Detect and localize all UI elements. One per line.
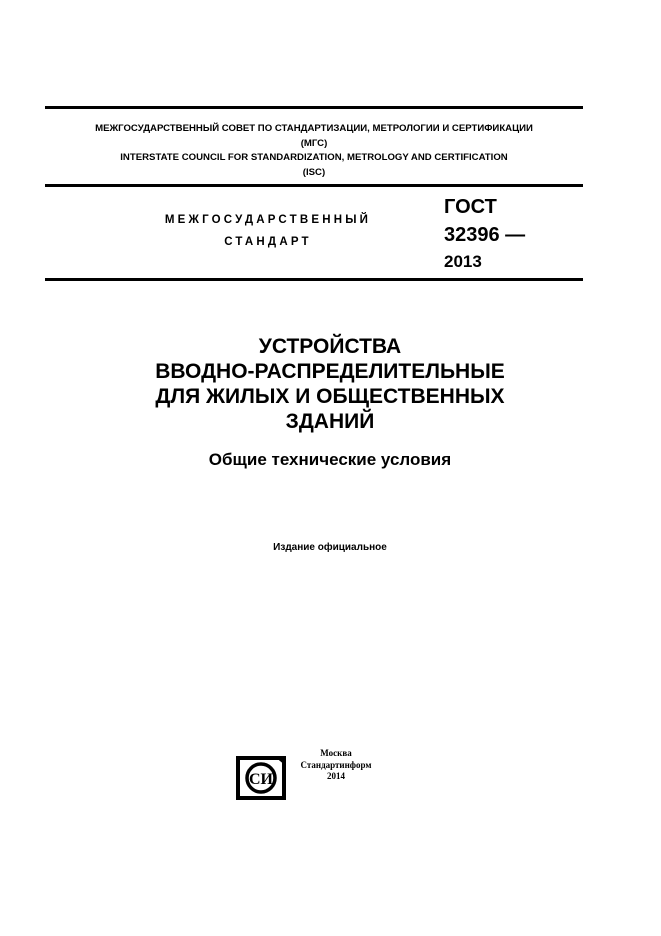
standartinform-logo-icon [234,752,288,802]
document-subtitle: Общие технические условия [208,450,452,469]
title-line: ЗДАНИЙ [285,410,375,433]
publisher-imprint [296,748,376,783]
logo-lettering: СИ [249,771,273,788]
standard-type [148,209,388,253]
bottom-divider [45,278,583,281]
standard-designation [444,193,525,275]
top-divider [45,106,583,109]
publisher-name: Стандартинформ [300,759,372,770]
standard-number: 32396 — [444,224,526,246]
title-line: ВВОДНО-РАСПРЕДЕЛИТЕЛЬНЫЕ [155,360,505,383]
standard-type-line2: СТАНДАРТ [224,236,312,248]
title-line: УСТРОЙСТВА [258,335,402,358]
publisher-year: 2014 [327,771,345,781]
edition-note: Издание официальное [273,542,387,553]
document-title [60,334,600,434]
middle-divider [45,184,583,187]
council-ru-abbr: (МГС) [300,137,328,149]
title-line: ДЛЯ ЖИЛЫХ И ОБЩЕСТВЕННЫХ [155,385,505,408]
publisher-city: Москва [320,748,352,758]
council-en-abbr: (ISC) [302,166,326,178]
standard-year: 2013 [444,252,482,271]
council-ru-name: МЕЖГОСУДАРСТВЕННЫЙ СОВЕТ ПО СТАНДАРТИЗАЦИИ, МЕТРОЛОГИИ И СЕРТИФИКАЦИИ [95,123,533,134]
standard-code: ГОСТ [444,196,497,218]
standard-type-line1: МЕЖГОСУДАРСТВЕННЫЙ [164,214,372,226]
council-en-name: INTERSTATE COUNCIL FOR STANDARDIZATION, METROLOGY AND CERTIFICATION [120,152,508,163]
council-header [45,122,583,180]
